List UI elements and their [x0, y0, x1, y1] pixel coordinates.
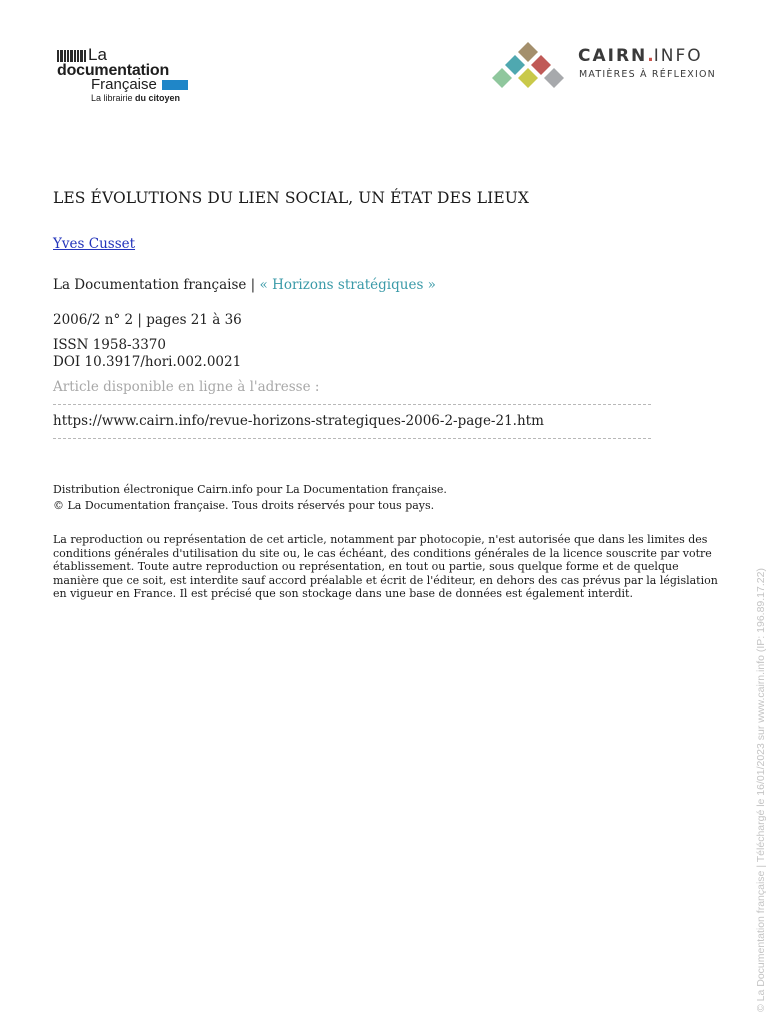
legal-notice: La reproduction ou représentation de cet article, notamment par photocopie, n'est autorisée que dans les limites des conditions générales d'utilisation du site ou, le cas échéant, des conditions générales de la licence souscrite par votre établissement. Toute autre reproduction ou représentation, en tout ou partie, sous quelque forme et de quelque manière que ce soit, est interdite sauf accord préalable et écrit de l'éditeur, en dehors des cas prévus par la législation en vigueur en France. Il est précisé que son stockage dans une base de données est également interdit.	[53, 533, 718, 601]
cairn-suffix: INFO	[653, 46, 703, 66]
doi: DOI 10.3917/hori.002.0021	[53, 354, 242, 370]
barcode-icon	[57, 50, 87, 62]
journal-link[interactable]: « Horizons stratégiques »	[259, 277, 436, 293]
available-online-label: Article disponible en ligne à l'adresse :	[53, 379, 320, 395]
issue-info: 2006/2 n° 2 | pages 21 à 36	[53, 312, 242, 328]
diamond-bottom-left	[492, 68, 512, 88]
logo-text-francaise: Française	[91, 76, 157, 93]
cairn-word: CAIRN	[578, 46, 648, 66]
la-documentation-francaise-logo	[57, 47, 197, 105]
publisher-name: La Documentation française	[53, 277, 247, 293]
article-url-link[interactable]: https://www.cairn.info/revue-horizons-strategiques-2006-2-page-21.htm	[53, 413, 544, 429]
dashed-divider-top	[53, 404, 651, 405]
logo-tagline-bold: du citoyen	[135, 93, 181, 103]
publisher-separator: |	[246, 277, 260, 293]
diamond-mid-left	[505, 55, 525, 75]
cairn-info-logo	[488, 40, 728, 92]
diamond-mid-right	[531, 55, 551, 75]
author-link[interactable]: Yves Cusset	[53, 236, 136, 252]
logo-text-la: La	[88, 45, 107, 64]
cairn-tagline: MATIÈRES À RÉFLEXION	[579, 69, 716, 80]
diamond-bottom-center	[518, 68, 538, 88]
issn: ISSN 1958-3370	[53, 337, 166, 353]
logo-text-documentation: documentation	[57, 62, 170, 79]
copyright-notice: © La Documentation française. Tous droits réservés pour tous pays.	[53, 499, 435, 512]
download-stamp: © La Documentation française | Téléchargé le 16/01/2023 sur www.cairn.info (IP: 196.89.17.22)	[755, 568, 767, 1012]
distribution-notice: Distribution électronique Cairn.info pour La Documentation française.	[53, 483, 447, 496]
diamond-top	[518, 42, 538, 62]
publisher-line	[53, 277, 436, 293]
cairn-dot: .	[647, 46, 654, 66]
cairn-wordmark	[578, 46, 703, 66]
logo-tagline-prefix: La librairie	[91, 93, 136, 103]
logo-tagline	[91, 93, 180, 103]
cairn-diamonds-icon	[488, 40, 568, 92]
diamond-bottom-right	[544, 68, 564, 88]
dashed-divider-bottom	[53, 438, 651, 439]
article-title: LES ÉVOLUTIONS DU LIEN SOCIAL, UN ÉTAT DES LIEUX	[53, 189, 530, 207]
logo-blue-block	[162, 80, 188, 90]
